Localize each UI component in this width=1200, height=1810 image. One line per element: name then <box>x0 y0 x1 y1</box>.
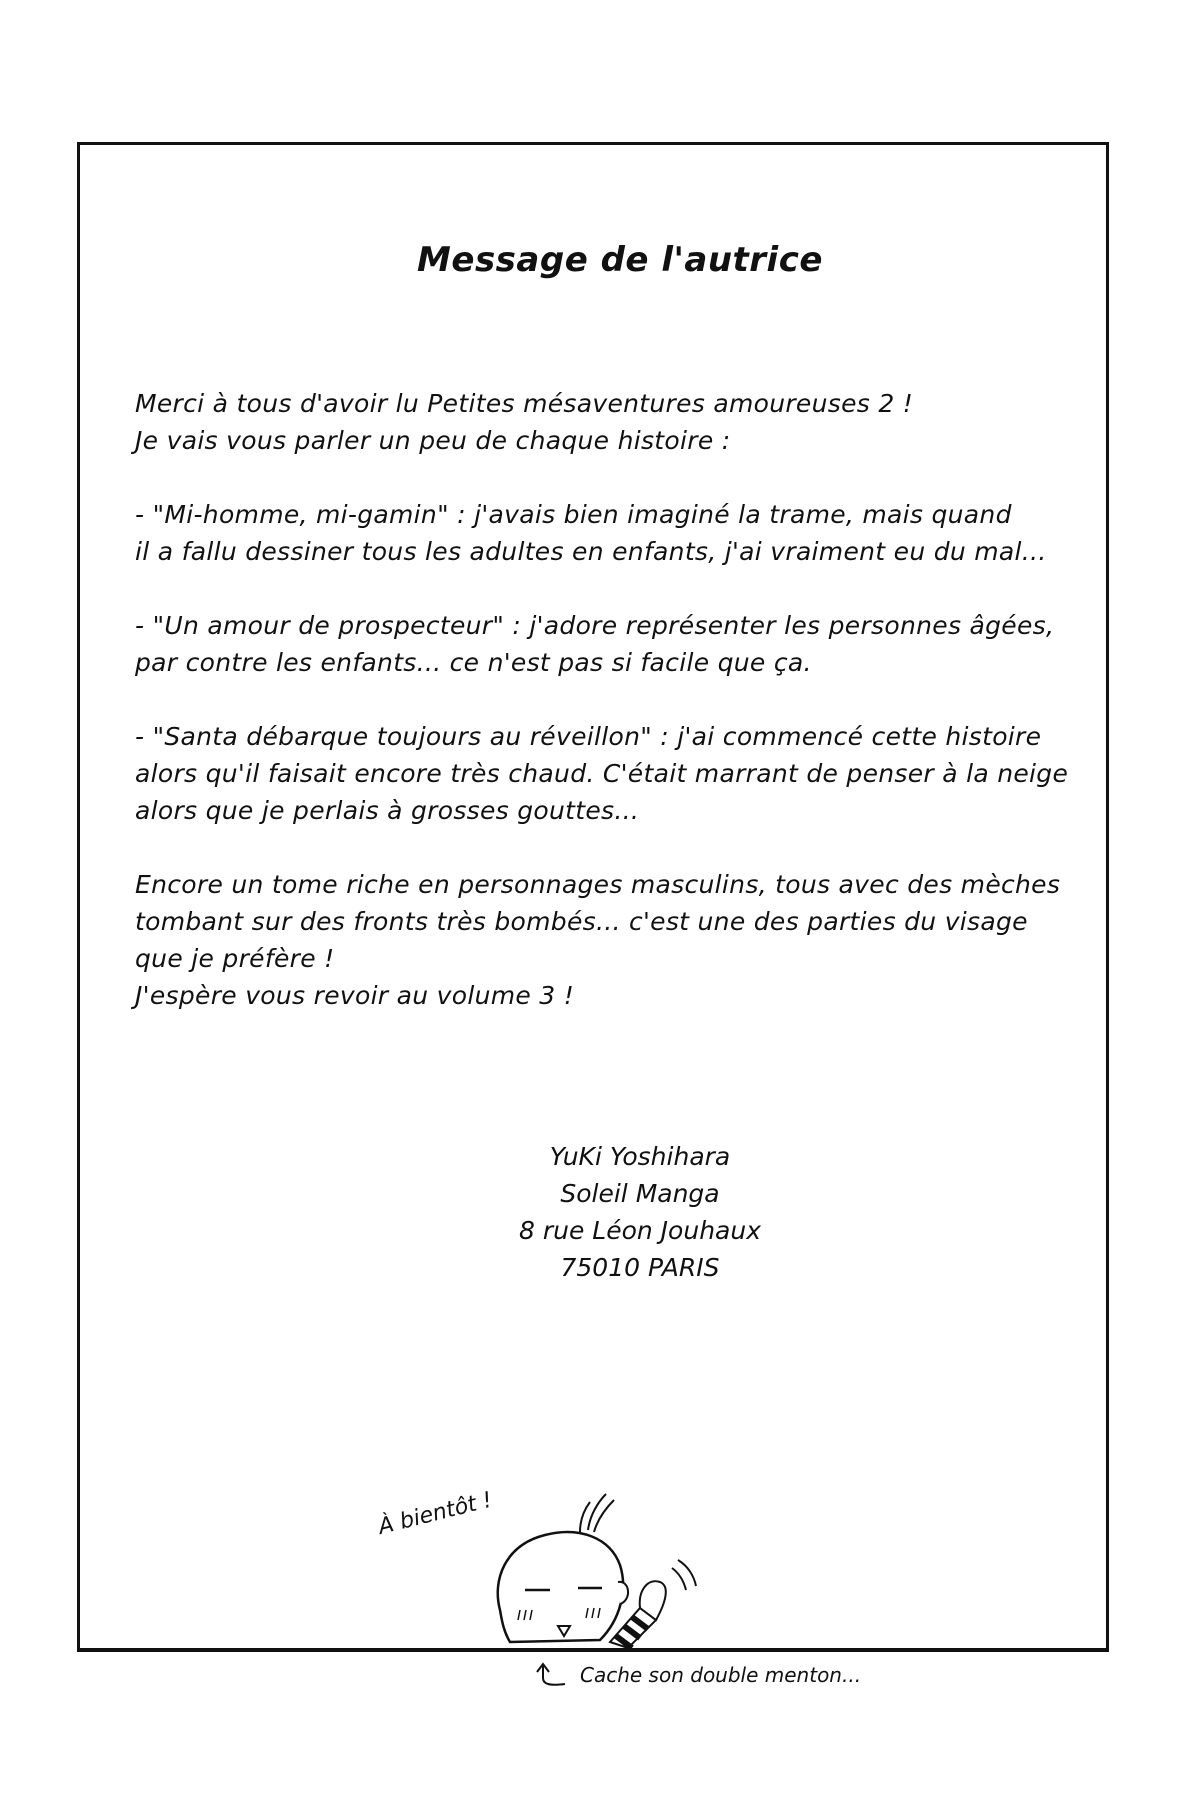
street-address: 8 rue Léon Jouhaux <box>518 1216 762 1245</box>
doodle-caption: Cache son double menton... <box>580 1663 862 1687</box>
message-body <box>135 385 1069 1051</box>
mailing-address <box>40 1138 1200 1286</box>
paragraph-story-1 <box>135 496 1047 570</box>
text-line: Merci à tous d'avoir lu Petites mésaventures amoureuses 2 ! <box>135 389 914 418</box>
paragraph-story-3 <box>135 718 1069 829</box>
curved-arrow-icon <box>535 1660 571 1690</box>
greeting-text: À bientôt ! <box>375 1487 495 1540</box>
paragraph-closing <box>135 866 1061 1014</box>
text-line: tombant sur des fronts très bombés... c'est une des parties du visage <box>135 907 1028 936</box>
text-line: J'espère vous revoir au volume 3 ! <box>135 981 575 1010</box>
text-line: alors qu'il faisait encore très chaud. C'était marrant de penser à la neige <box>135 759 1069 788</box>
paragraph-story-2 <box>135 607 1055 681</box>
text-line: il a fallu dessiner tous les adultes en enfants, j'ai vraiment eu du mal... <box>135 537 1047 566</box>
text-line: - "Un amour de prospecteur" : j'adore représenter les personnes âgées, <box>135 611 1055 640</box>
text-line: - "Mi-homme, mi-gamin" : j'avais bien imaginé la trame, mais quand <box>135 500 1012 529</box>
city-address: 75010 PARIS <box>560 1253 720 1282</box>
text-line: par contre les enfants... ce n'est pas si facile que ça. <box>135 648 812 677</box>
text-line: Encore un tome riche en personnages masculins, tous avec des mèches <box>135 870 1061 899</box>
page-title: Message de l'autrice <box>417 240 823 280</box>
author-doodle-illustration <box>480 1490 710 1655</box>
text-line: Je vais vous parler un peu de chaque histoire : <box>135 426 731 455</box>
publisher-name: Soleil Manga <box>560 1179 720 1208</box>
paragraph-intro <box>135 385 1035 459</box>
text-line: que je préfère ! <box>135 944 335 973</box>
author-name: YuKi Yoshihara <box>549 1142 731 1171</box>
text-line: alors que je perlais à grosses gouttes... <box>135 796 640 825</box>
text-line: - "Santa débarque toujours au réveillon" : j'ai commencé cette histoire <box>135 722 1042 751</box>
